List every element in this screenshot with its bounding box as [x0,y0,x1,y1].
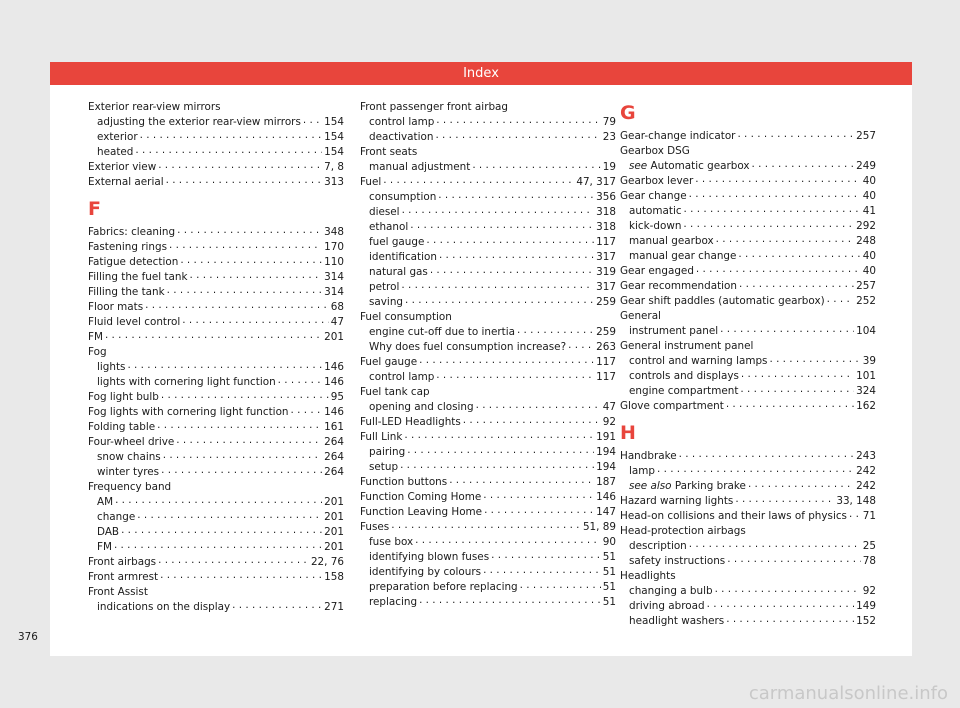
entry-page-number: 264 [324,466,344,478]
leader-dots [114,538,322,553]
entry-label: Gear shift paddles (automatic gearbox) [620,295,825,307]
leader-dots [849,507,861,522]
leader-dots [189,268,322,283]
entry-page-number: 317 [596,251,616,263]
entry-label: engine compartment [629,385,739,397]
entry-page-number: 161 [324,421,344,433]
entry-label: change [97,511,136,523]
page-header [50,62,912,85]
entry-page-number: 356 [596,191,616,203]
entry-page-number: 292 [856,220,876,232]
index-entry [620,294,876,309]
index-column-2 [360,100,616,610]
leader-dots [568,338,594,353]
leader-dots [161,463,322,478]
index-entry-heading: Front seats [360,146,418,158]
leader-dots [517,323,594,338]
entry-page-number: 25 [862,540,876,552]
leader-dots [683,217,854,232]
entry-page-number: 146 [324,376,344,388]
entry-label: Function Coming Home [360,491,482,503]
entry-page-number: 51 [602,581,616,593]
leader-dots [696,262,861,277]
index-entry [620,129,876,144]
entry-page-number: 271 [324,601,344,613]
page-title: Index [463,66,499,81]
entry-page-number: 317 [596,281,616,293]
entry-page-number: 33, 148 [836,495,876,507]
entry-page-number: 68 [330,301,344,313]
entry-label: AM [97,496,114,508]
index-entry-heading: Head-protection airbags [620,525,746,537]
leader-dots [419,593,601,608]
entry-page-number: 194 [596,461,616,473]
entry-label: engine cut-off due to inertia [369,326,515,338]
entry-page-number: 257 [856,130,876,142]
entry-label: Function Leaving Home [360,506,483,518]
entry-page-number: 194 [596,446,616,458]
index-letter-heading: F [88,198,101,220]
leader-dots [182,313,329,328]
entry-label: Gear change [620,190,687,202]
entry-label: deactivation [369,131,434,143]
entry-label: Fluid level control [88,316,181,328]
entry-label: manual gear change [629,250,737,262]
entry-label: identifying by colours [369,566,482,578]
entry-label: diesel [369,206,400,218]
leader-dots [407,443,594,458]
index-entry-heading: Exterior rear-view mirrors [88,101,221,113]
entry-page-number: 51 [602,596,616,608]
entry-label: natural gas [369,266,428,278]
entry-page-number: 149 [856,600,876,612]
entry-page-number: 22, 76 [310,556,344,568]
leader-dots [157,418,322,433]
leader-dots [167,283,323,298]
entry-page-number: 78 [862,555,876,567]
leader-dots [737,127,854,142]
entry-page-number: 170 [324,241,344,253]
entry-page-number: 201 [324,526,344,538]
entry-page-number: 101 [856,370,876,382]
leader-dots [158,553,309,568]
entry-label: Fuel gauge [360,356,418,368]
entry-label: snow chains [97,451,161,463]
leader-dots [727,552,861,567]
leader-dots [177,223,322,238]
entry-label: opening and closing [369,401,474,413]
entry-page-number: 117 [596,371,616,383]
entry-label: identification [369,251,437,263]
entry-page-number: 40 [862,265,876,277]
page-number: 376 [18,631,38,643]
leader-dots [657,462,854,477]
entry-label: pairing [369,446,406,458]
leader-dots [137,508,322,523]
index-entry-heading: General instrument panel [620,340,754,352]
entry-page-number: 242 [856,480,876,492]
index-entry-heading: Frequency band [88,481,172,493]
entry-page-number: 259 [596,296,616,308]
index-subentry [88,465,344,480]
leader-dots [158,158,322,173]
leader-dots [726,397,854,412]
entry-label: winter tyres [97,466,160,478]
entry-label: heated [97,146,134,158]
see-reference: see also [629,480,672,492]
index-entry [88,570,344,585]
index-entry-heading: Fuel tank cap [360,386,430,398]
entry-page-number: 201 [324,541,344,553]
entry-page-number: 92 [862,585,876,597]
leader-dots [483,563,601,578]
entry-label: exterior [97,131,138,143]
leader-dots [303,113,322,128]
leader-dots [391,518,581,533]
entry-label: identifying blown fuses [369,551,490,563]
index-entry-heading: Front Assist [88,586,148,598]
leader-dots [463,413,601,428]
index-entry [88,175,344,190]
index-subentry [360,130,616,145]
leader-dots [726,612,854,627]
entry-page-number: 39 [862,355,876,367]
entry-label: Floor mats [88,301,144,313]
entry-page-number: 313 [324,176,344,188]
entry-label: Gear engaged [620,265,694,277]
entry-page-number: 79 [602,116,616,128]
entry-label: Handbrake [620,450,677,462]
entry-page-number: 252 [856,295,876,307]
entry-label: FM [97,541,112,553]
entry-page-number: 40 [862,250,876,262]
entry-page-number: 259 [596,326,616,338]
entry-label: consumption [369,191,437,203]
leader-dots [739,277,854,292]
entry-page-number: 104 [856,325,876,337]
leader-dots [472,158,600,173]
index-entry [620,399,876,414]
entry-label: Hazard warning lights [620,495,734,507]
entry-label: control lamp [369,371,435,383]
entry-label: changing a bulb [629,585,713,597]
entry-page-number: 19 [602,161,616,173]
leader-dots [383,173,574,188]
leader-dots [679,447,855,462]
entry-page-number: 117 [596,236,616,248]
leader-dots [140,128,323,143]
entry-page-number: 95 [330,391,344,403]
entry-page-number: 110 [324,256,344,268]
entry-page-number: 314 [324,271,344,283]
entry-label: lights [97,361,126,373]
index-subentry [88,600,344,615]
leader-dots [435,128,600,143]
entry-page-number: 47 [602,401,616,413]
entry-label: control and warning lamps [629,355,768,367]
entry-label: replacing [369,596,418,608]
entry-label: Fatigue detection [88,256,179,268]
entry-label: Gearbox lever [620,175,694,187]
entry-page-number: 40 [862,190,876,202]
entry-page-number: 162 [856,400,876,412]
entry-page-number: 23 [602,131,616,143]
entry-page-number: 191 [596,431,616,443]
index-entry-heading: Gearbox DSG [620,145,690,157]
leader-dots [715,582,861,597]
index-letter-heading: G [620,102,636,124]
entry-label: Head-on collisions and their laws of physics [620,510,847,522]
entry-label: Four-wheel drive [88,436,175,448]
entry-page-number: 318 [596,206,616,218]
entry-page-number: 51 [602,566,616,578]
entry-label: Function buttons [360,476,448,488]
entry-label: Glove compartment [620,400,724,412]
leader-dots [400,458,594,473]
entry-page-number: 257 [856,280,876,292]
entry-label: Full-LED Headlights [360,416,461,428]
entry-page-number: 41 [862,205,876,217]
entry-page-number: 249 [856,160,876,172]
entry-page-number: 314 [324,286,344,298]
entry-page-number: 40 [862,175,876,187]
entry-page-number: 201 [324,496,344,508]
entry-label: Front armrest [88,571,159,583]
leader-dots [484,503,594,518]
entry-label: lights with cornering light function [97,376,276,388]
entry-label: driving abroad [629,600,705,612]
leader-dots [483,488,594,503]
entry-label: manual adjustment [369,161,471,173]
leader-dots [135,143,322,158]
entry-label: lamp [629,465,655,477]
entry-page-number: 264 [324,436,344,448]
entry-label: setup [369,461,399,473]
entry-label: Fog lights with cornering light function [88,406,289,418]
entry-page-number: 264 [324,451,344,463]
index-entry [88,330,344,345]
entry-label: Fuses [360,521,390,533]
entry-page-number: 117 [596,356,616,368]
leader-dots [166,173,323,188]
see-reference: see [629,160,648,172]
index-letter-heading: H [620,422,636,444]
leader-dots [232,598,322,613]
entry-label: kick-down [629,220,682,232]
entry-page-number: 201 [324,331,344,343]
leader-dots [426,233,594,248]
entry-label: fuse box [369,536,414,548]
entry-page-number: 243 [856,450,876,462]
leader-dots [707,597,855,612]
leader-dots [436,368,594,383]
leader-dots [735,492,834,507]
leader-dots [695,172,861,187]
entry-label: DAB [97,526,120,538]
leader-dots [180,253,322,268]
entry-label: Fabrics: cleaning [88,226,176,238]
entry-label: automatic [629,205,682,217]
index-entry-heading: Fuel consumption [360,311,452,323]
leader-dots [520,578,601,593]
index-subentry [620,324,876,339]
entry-page-number: 348 [324,226,344,238]
index-subentry [360,295,616,310]
leader-dots [176,433,322,448]
index-entry-heading: Fog [88,346,107,358]
leader-dots [127,358,322,373]
entry-page-number: 154 [324,116,344,128]
entry-page-number: 51, 89 [582,521,616,533]
leader-dots [449,473,594,488]
leader-dots [163,448,322,463]
entry-page-number: 201 [324,511,344,523]
entry-page-number: 90 [602,536,616,548]
entry-label: safety instructions [629,555,726,567]
index-entry-heading: General [620,310,661,322]
entry-label: adjusting the exterior rear-view mirrors [97,116,301,128]
index-subentry [620,554,876,569]
entry-label: controls and displays [629,370,739,382]
index-entry [620,494,876,509]
index-entry [620,509,876,524]
entry-label: fuel gauge [369,236,425,248]
index-column-3 [620,100,876,629]
entry-label: instrument panel [629,325,719,337]
entry-label: control lamp [369,116,435,128]
entry-label: Exterior view [88,161,157,173]
leader-dots [401,278,594,293]
leader-dots [160,568,322,583]
index-entry-heading: Headlights [620,570,676,582]
leader-dots [716,232,855,247]
leader-dots [405,293,594,308]
entry-label: Front airbags [88,556,157,568]
entry-page-number: 318 [596,221,616,233]
leader-dots [438,188,594,203]
entry-label: Why does fuel consumption increase? [369,341,567,353]
entry-label: Folding table [88,421,156,433]
leader-dots [402,203,595,218]
leader-dots [415,533,601,548]
entry-page-number: 92 [602,416,616,428]
entry-page-number: 146 [324,406,344,418]
index-subentry [620,614,876,629]
leader-dots [404,428,594,443]
leader-dots [720,322,854,337]
entry-label: Gear-change indicator [620,130,736,142]
leader-dots [689,537,861,552]
leader-dots [738,247,860,262]
entry-page-number: 187 [596,476,616,488]
entry-label: indications on the display [97,601,231,613]
entry-label: description [629,540,687,552]
entry-label: manual gearbox [629,235,714,247]
leader-dots [436,113,600,128]
leader-dots [741,367,854,382]
entry-page-number: 51 [602,551,616,563]
leader-dots [430,263,594,278]
entry-page-number: 154 [324,146,344,158]
entry-label: ethanol [369,221,409,233]
leader-dots [748,477,854,492]
entry-label: Filling the fuel tank [88,271,188,283]
entry-label: saving [369,296,403,308]
entry-label: headlight washers [629,615,725,627]
entry-page-number: 152 [856,615,876,627]
entry-page-number: 47 [330,316,344,328]
see-target: Parking brake [671,480,746,492]
leader-dots [740,382,854,397]
leader-dots [827,292,855,307]
entry-page-number: 154 [324,131,344,143]
index-column-1 [88,100,344,615]
leader-dots [121,523,322,538]
leader-dots [419,353,594,368]
leader-dots [115,493,322,508]
leader-dots [476,398,601,413]
leader-dots [169,238,322,253]
entry-page-number: 263 [596,341,616,353]
leader-dots [291,403,323,418]
entry-page-number: 248 [856,235,876,247]
entry-page-number: 146 [324,361,344,373]
leader-dots [752,157,855,172]
entry-page-number: 158 [324,571,344,583]
leader-dots [491,548,601,563]
leader-dots [105,328,322,343]
entry-page-number: 146 [596,491,616,503]
entry-page-number: 147 [596,506,616,518]
leader-dots [161,388,329,403]
entry-page-number: 242 [856,465,876,477]
entry-label: External aerial [88,176,164,188]
entry-page-number: 324 [856,385,876,397]
leader-dots [278,373,323,388]
index-entry-heading: Front passenger front airbag [360,101,509,113]
watermark: carmanualsonline.info [748,683,948,704]
index-subentry [360,370,616,385]
see-target: Automatic gearbox [647,160,750,172]
entry-label: Gear recommendation [620,280,737,292]
leader-dots [769,352,860,367]
entry-label: preparation before replacing [369,581,518,593]
leader-dots [145,298,329,313]
entry-label: Filling the tank [88,286,165,298]
entry-page-number: 47, 317 [576,176,616,188]
entry-label: Full Link [360,431,403,443]
entry-page-number: 71 [862,510,876,522]
leader-dots [689,187,861,202]
entry-label [629,479,746,494]
entry-page-number: 7, 8 [324,161,344,173]
entry-label: Fog light bulb [88,391,159,403]
leader-dots [410,218,594,233]
index-subentry [360,595,616,610]
entry-page-number: 319 [596,266,616,278]
entry-label: Fuel [360,176,382,188]
entry-label: Fastening rings [88,241,167,253]
leader-dots [684,202,861,217]
entry-label: FM [88,331,103,343]
leader-dots [439,248,594,263]
entry-label: petrol [369,281,400,293]
